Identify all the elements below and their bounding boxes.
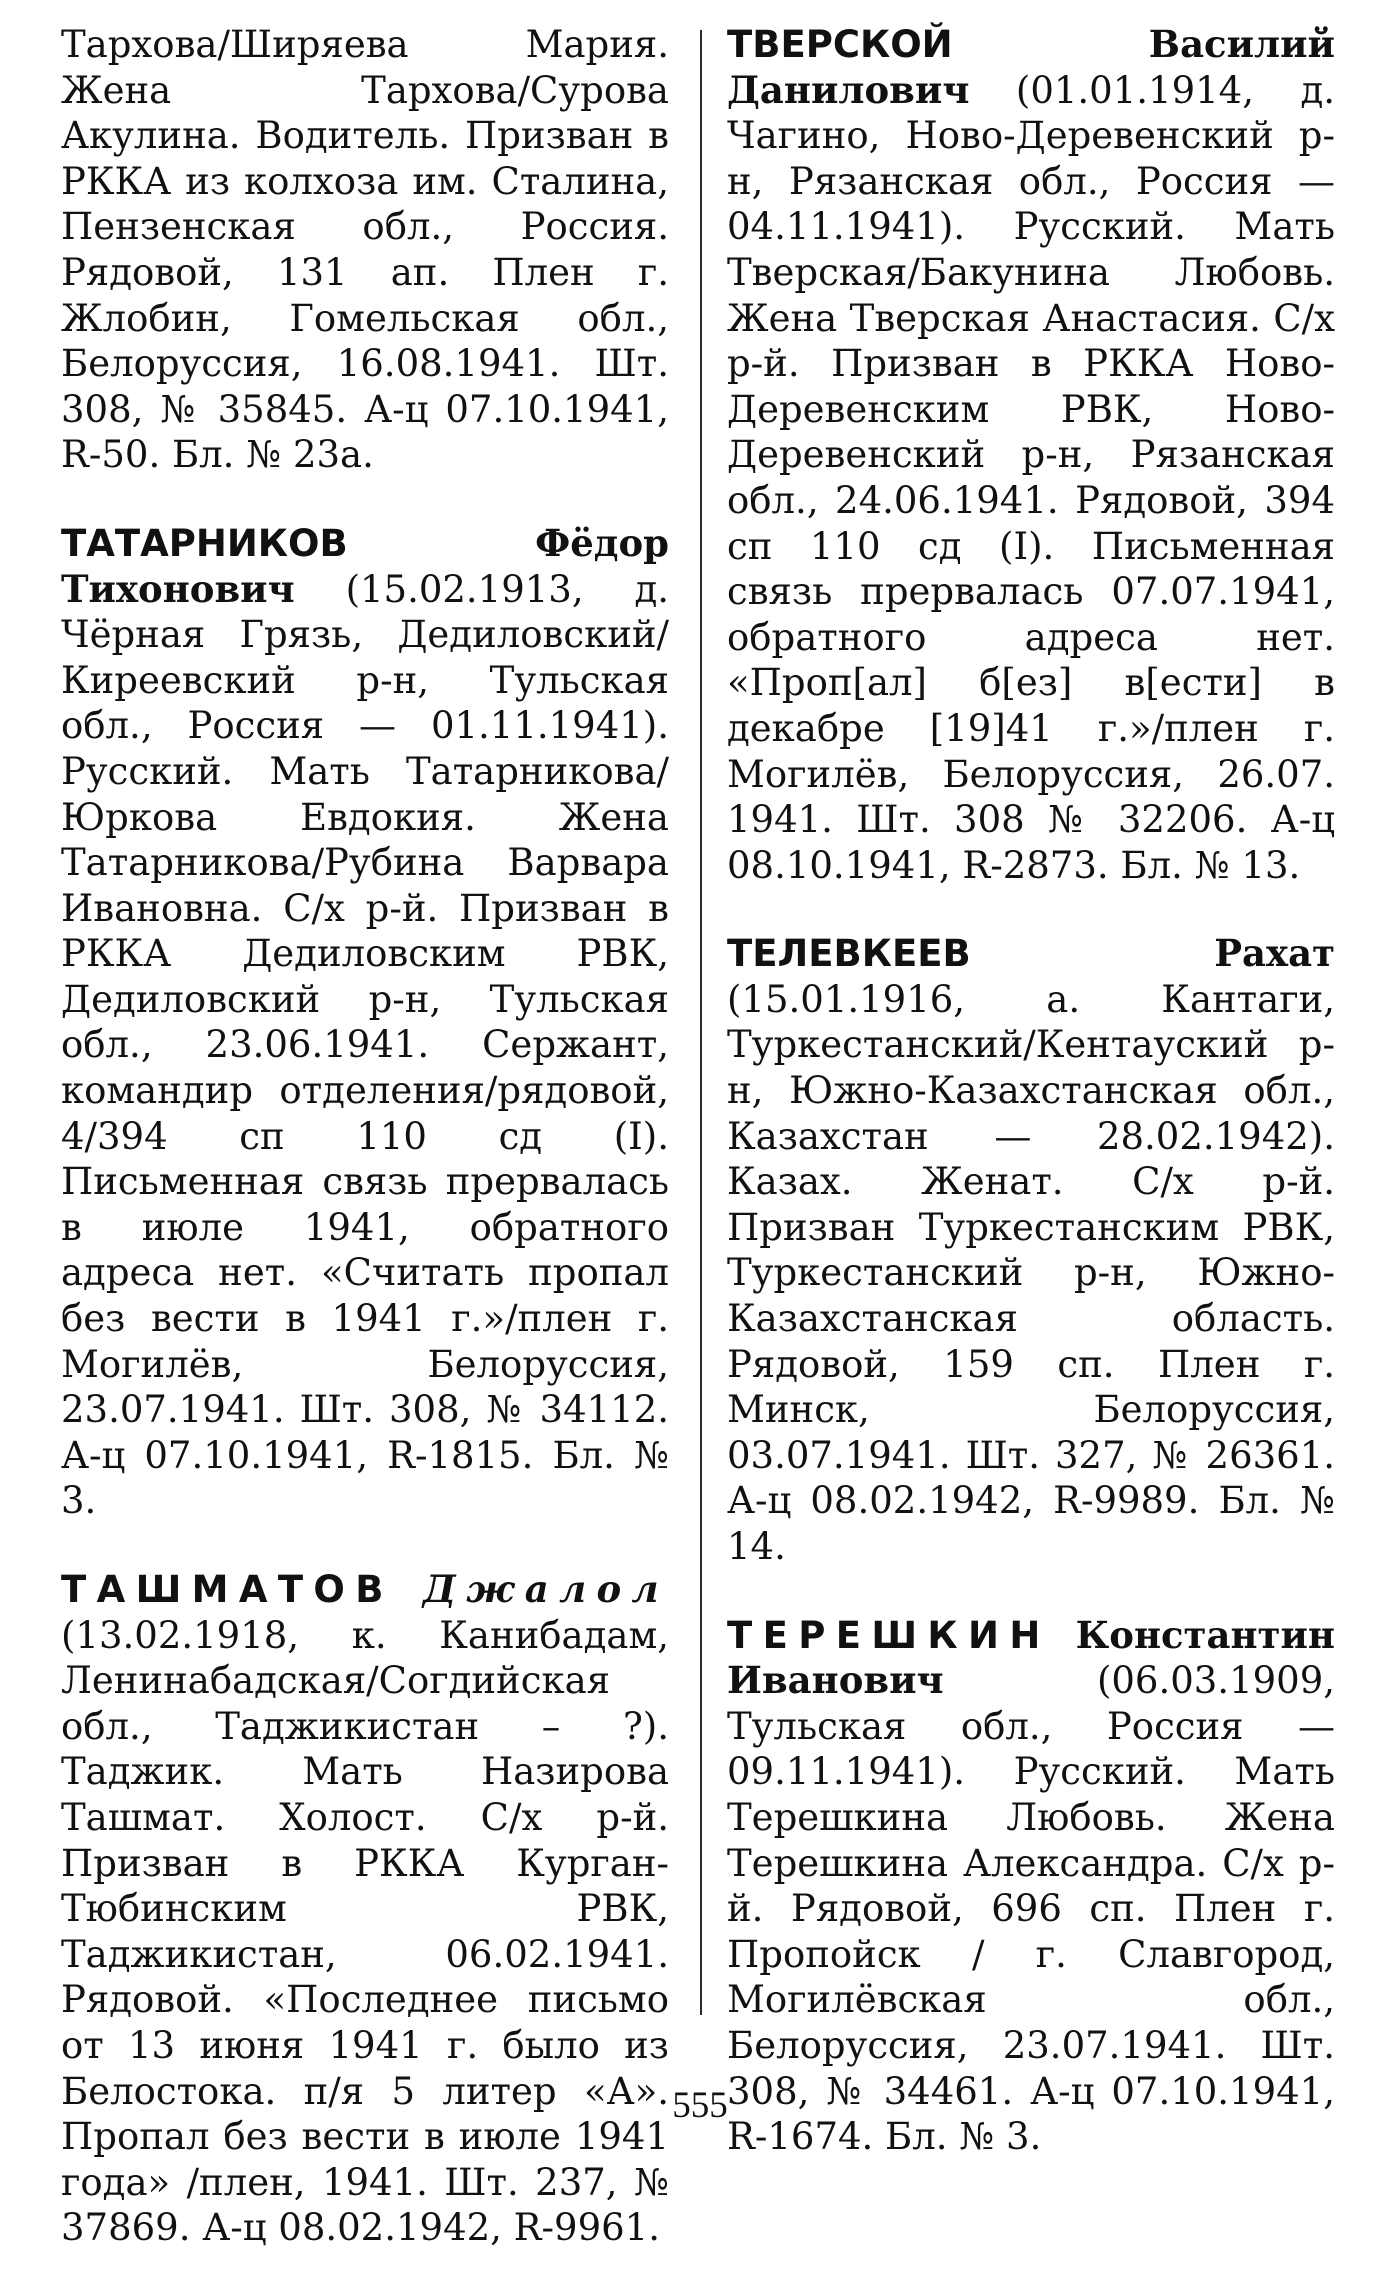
- entry-text: (06.03.1909, Тульская обл., Россия — 09.11.1941). Русский. Мать Терешкина Любовь. Жена Терешкина Александра. С/х р-й. Рядовой, 696 сп. Плен г. Пропойск / г. Славгород, Могилёвская обл., Белоруссия, 23.07.1941. Шт. 308, № 34461. А-ц 07.10.1941, R-1674. Бл. № 3.: [727, 1659, 1335, 2159]
- right-column: [727, 22, 1335, 2203]
- column-divider: [700, 30, 702, 2015]
- entry-surname: ТЕРЕШКИН: [727, 1613, 1051, 1657]
- entry-tatarnikov: [61, 521, 669, 1524]
- entry-continuation: [61, 22, 669, 478]
- entry-televkeev: [727, 931, 1335, 1569]
- left-column: [61, 22, 669, 2294]
- entry-given-name: Фёдор Тихонович: [61, 520, 669, 611]
- entry-tverskoy: [727, 22, 1335, 888]
- entry-text: Тархова/Ширяева Мария. Жена Тархова/Сурова Акулина. Водитель. Призван в РККА из колхоза им. Сталина, Пензенская обл., Россия. Рядовой, 131 ап. Плен г. Жлобин, Гомельская обл., Белоруссия, 16.08.1941. Шт. 308, № 35845. А-ц 07.10.1941, R-50. Бл. № 23а.: [61, 23, 669, 477]
- entry-text: (15.01.1916, а. Кантаги, Туркестанский/Кентауский р-н, Южно-Казахстанская обл., Казахстан — 28.02.1942). Казах. Женат. С/х р-й. Призван Туркестанским РВК, Туркестанский р-н, Южно-Казахстанская область. Рядовой, 159 сп. Плен г. Минск, Белоруссия, 03.07.1941. Шт. 327, № 26361. А-ц 08.02.1942, R-9989. Бл. № 14.: [727, 977, 1335, 1568]
- entry-tashmatov: [61, 1567, 669, 2251]
- entry-surname: ТВЕРСКОЙ: [727, 23, 953, 66]
- entry-tereshkin: [727, 1613, 1335, 2160]
- entry-surname: ТАШМАТОВ: [61, 1568, 394, 1611]
- entry-text: (15.02.1913, д. Чёрная Грязь, Дедиловский/Киреевский р-н, Тульская обл., Россия — 01.11.1941). Русский. Мать Татарникова/Юркова Евдокия. Жена Татарникова/Рубина Варвара Ивановна. С/х р-й. Призван в РККА Дедиловским РВК, Дедиловский р-н, Тульская обл., 23.06.1941. Сержант, командир отделения/рядовой, 4/394 сп 110 сд (I). Письменная связь прервалась в июле 1941, обратного адреса нет. «Считать пропал без вести в 1941 г.»/плен г. Могилёв, Белоруссия, 23.07.1941. Шт. 308, № 34112. А-ц 07.10.1941, R-1815. Бл. № 3.: [61, 567, 669, 1523]
- entry-given-name: Константин Иванович: [727, 1612, 1335, 1703]
- entry-given-name: Василий Данилович: [727, 22, 1335, 112]
- entry-surname: ТЕЛЕВКЕЕВ: [727, 932, 971, 976]
- page-number: 555: [672, 2085, 728, 2126]
- entry-given-name: Рахат: [1214, 931, 1335, 976]
- entry-text: (13.02.1918, к. Канибадам, Ленинабадская/Согдийская обл., Таджикистан – ?). Таджик. Мать Назирова Ташмат. Холост. С/х р-й. Призван в РККА Курган-Тюбинским РВК, Таджикистан, 06.02.1941. Рядовой. «Последнее письмо от 13 июня 1941 г. было из Белостока. п/я 5 литер «А». Пропал без вести в июле 1941 года» /плен, 1941. Шт. 237, № 37869. А-ц 08.02.1942, R-9961.: [61, 1613, 669, 2250]
- entry-surname: ТАТАРНИКОВ: [61, 521, 348, 565]
- entry-given-name: Джалол: [422, 1567, 669, 1611]
- entry-text: (01.01.1914, д. Чагино, Ново-Деревенский р-н, Рязанская обл., Россия — 04.11.1941). Русский. Мать Тверская/Бакунина Любовь. Жена Тверская Анастасия. С/х р-й. Призван в РККА Ново-Деревенским РВК, Ново-Деревенский р-н, Рязанская обл., 24.06.1941. Рядовой, 394 сп 110 сд (I). Письменная связь прервалась 07.07.1941, обратного адреса нет. «Проп[ал] б[ез] в[ести] в декабре [19]41 г.»/плен г. Могилёв, Белоруссия, 26.07. 1941. Шт. 308 № 32206. А-ц 08.10.1941, R-2873. Бл. № 13.: [727, 68, 1335, 887]
